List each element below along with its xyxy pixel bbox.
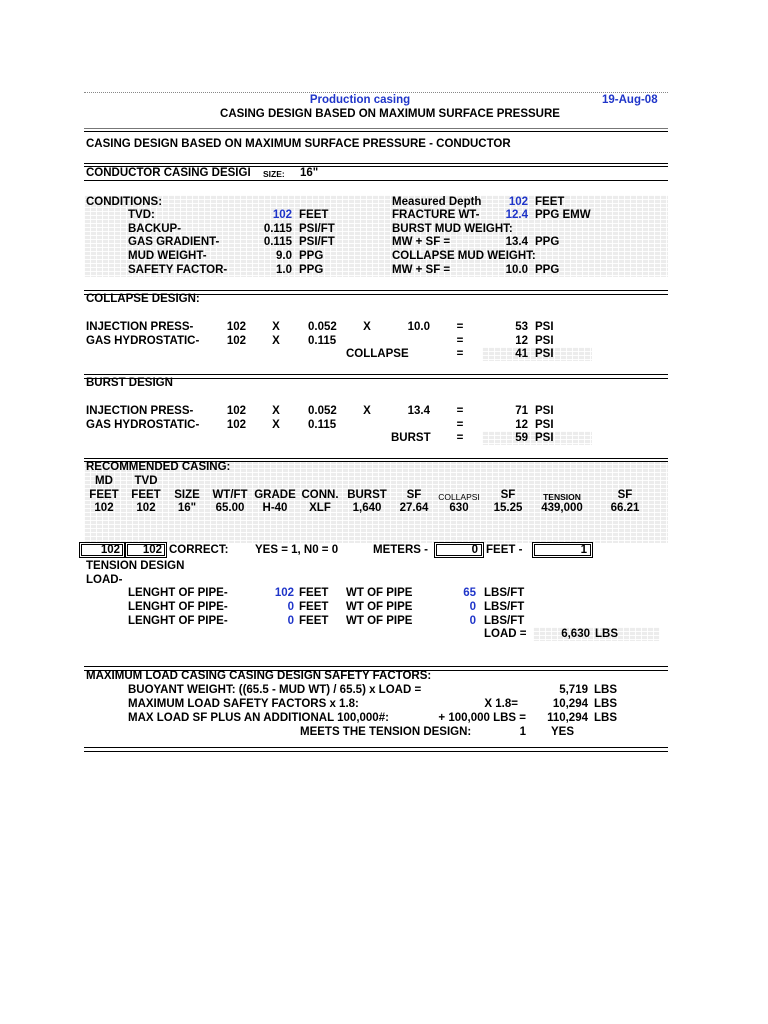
rule-3 [84,163,668,164]
cond-burstmw-label: MW + SF = [392,236,451,248]
rec-head-size: SIZE [174,489,200,501]
collapse-inj-label: INJECTION PRESS- [86,321,194,333]
cond-gas-label: GAS GRADIENT- [128,236,220,248]
cond-collmud-label: COLLAPSE MUD WEIGHT: [392,250,536,262]
burst-total-unit: PSI [535,432,554,444]
rec-head-sf3: SF [617,489,633,501]
pipe2-wt-unit: LBS/FT [484,601,525,613]
collapse-total-result: 41 [515,348,528,360]
pipe2-wt: 0 [469,601,476,613]
rule-2 [84,131,668,132]
rule-10 [84,458,668,459]
burst-gas-unit: PSI [535,419,554,431]
rec-wtft: 65.00 [215,502,245,514]
collapse-inj-a: 102 [226,321,246,333]
yes-no-label: YES = 1, N0 = 0 [255,544,339,556]
rec-head-collapse: COLLAPSI [438,492,480,502]
burst-inj-c: 13.4 [407,405,430,417]
size-value: 16" [300,167,319,179]
pipe1-wt-unit: LBS/FT [484,587,525,599]
safety-line2-mid: X 1.8= [484,698,518,710]
safety-line4-label: MEETS THE TENSION DESIGN: [300,726,472,738]
pipe1-wt-label: WT OF PIPE [346,587,413,599]
md-input-value: 102 [100,544,120,556]
collapse-inj-b: 0.052 [308,321,337,333]
burst-gas-x1: X [272,419,280,431]
burst-title: BURST DESIGN [86,377,173,389]
cond-backup-unit: PSI/FT [299,223,335,235]
correct-label: CORRECT: [169,544,229,556]
collapse-inj-x1: X [272,321,280,333]
cond-md-label: Measured Depth [392,196,482,208]
safety-line2-label: MAXIMUM LOAD SAFETY FACTORS x 1.8: [128,698,359,710]
pipe2-wt-label: WT OF PIPE [346,601,413,613]
recommended-title: RECOMMENDED CASING: [86,461,231,473]
rec-sf3: 66.21 [610,502,640,514]
burst-gas-result: 12 [515,419,528,431]
cond-burstmud-label: BURST MUD WEIGHT: [392,223,513,235]
collapse-gas-b: 0.115 [308,335,337,347]
safety-line3-mid: + 100,000 LBS = [438,712,526,724]
cond-sf-unit: PPG [299,264,324,276]
cond-backup-value: 0.115 [263,223,292,235]
cond-collmw-label: MW + SF = [392,264,451,276]
rec-tension: 439,000 [541,502,583,514]
rec-head-sf2: SF [500,489,516,501]
safety-line1-value: 5,719 [559,684,588,696]
rule-6 [84,290,668,291]
feet-label: FEET - [486,544,523,556]
burst-inj-result: 71 [515,405,528,417]
safety-line2-value: 10,294 [552,698,588,710]
burst-inj-x1: X [272,405,280,417]
rec-head-feet-md: FEET [89,489,119,501]
conditions-label: CONDITIONS: [86,196,163,208]
safety-line2-unit: LBS [594,698,617,710]
cond-frac-value: 12.4 [505,209,528,221]
size-label: SIZE: [263,169,285,179]
cond-collmw-unit: PPG [535,264,560,276]
burst-total-result: 59 [515,432,528,444]
rule-12 [84,666,668,667]
collapse-total-unit: PSI [535,348,554,360]
cond-burstmw-unit: PPG [535,236,560,248]
rule-1 [84,128,668,129]
collapse-inj-x2: X [363,321,371,333]
cond-backup-label: BACKUP- [128,223,182,235]
rec-collapse: 630 [449,502,469,514]
rec-size: 16" [177,502,197,514]
cond-md-value: 102 [508,196,528,208]
cond-gas-value: 0.115 [263,236,292,248]
cond-tvd-value: 102 [272,209,292,221]
collapse-gas-a: 102 [226,335,246,347]
feet-input-value: 1 [580,544,587,556]
cond-burstmw-value: 13.4 [505,236,528,248]
rec-head-wtft: WT/FT [212,489,248,501]
collapse-gas-eq: = [456,335,464,347]
cond-frac-unit: PPG EMW [535,209,591,221]
meters-label: METERS - [373,544,428,556]
burst-total-eq: = [456,432,464,444]
pipe2-length: 0 [287,601,294,613]
rec-head-grade: GRADE [254,489,296,501]
burst-gas-a: 102 [226,419,246,431]
safety-title: MAXIMUM LOAD CASING CASING DESIGN SAFETY FACTORS: [86,670,432,682]
cond-sf-value: 1.0 [276,264,292,276]
safety-line3-unit: LBS [594,712,617,724]
pipe2-unit: FEET [299,601,329,613]
rec-sf1: 27.64 [399,502,429,514]
burst-inj-b: 0.052 [308,405,337,417]
burst-inj-eq: = [456,405,464,417]
meters-input-value: 0 [471,544,478,556]
cond-mud-unit: PPG [299,250,324,262]
pipe1-wt: 65 [463,587,476,599]
pipe3-unit: FEET [299,615,329,627]
tvd-input-value: 102 [142,544,162,556]
collapse-title: COLLAPSE DESIGN: [86,293,200,305]
rec-head-tension: TENSION [543,492,581,502]
cond-sf-label: SAFETY FACTOR- [128,264,228,276]
burst-gas-b: 0.115 [308,419,337,431]
collapse-inj-eq: = [456,321,464,333]
cond-tvd-label: TVD: [128,209,155,221]
collapse-inj-unit: PSI [535,321,554,333]
rec-head-md: MD [95,475,113,487]
pipe3-label: LENGHT OF PIPE- [128,615,228,627]
collapse-gas-result: 12 [515,335,528,347]
rec-head-burst: BURST [347,489,387,501]
page-subtitle: CASING DESIGN BASED ON MAXIMUM SURFACE PRESSURE [220,108,560,120]
cond-md-unit: FEET [535,196,565,208]
cond-gas-unit: PSI/FT [299,236,335,248]
pipe3-length: 0 [287,615,294,627]
safety-line1-unit: LBS [594,684,617,696]
rec-burst: 1,640 [352,502,382,514]
section-title: CASING DESIGN BASED ON MAXIMUM SURFACE PRESSURE - CONDUCTOR [86,138,511,150]
rec-head-tvd: TVD [134,475,158,487]
burst-total-label: BURST [391,432,431,444]
pipe1-label: LENGHT OF PIPE- [128,587,228,599]
collapse-total-label: COLLAPSE [346,348,409,360]
safety-line3-label: MAX LOAD SF PLUS AN ADDITIONAL 100,000#: [128,712,389,724]
cond-frac-label: FRACTURE WT- [392,209,480,221]
collapse-gas-unit: PSI [535,335,554,347]
rec-head-conn: CONN. [301,489,339,501]
tension-title: TENSION DESIGN [86,560,185,572]
burst-inj-unit: PSI [535,405,554,417]
burst-gas-label: GAS HYDROSTATIC- [86,419,200,431]
rule-8 [84,374,668,375]
collapse-inj-c: 10.0 [407,321,430,333]
load-total-unit: LBS [595,628,618,640]
safety-line4-value: 1 [519,726,526,738]
rule-5 [84,180,668,181]
tension-load-label: LOAD- [86,574,123,586]
rec-head-sf1: SF [406,489,422,501]
collapse-inj-result: 53 [515,321,528,333]
rule-14 [84,747,668,748]
pipe3-wt-label: WT OF PIPE [346,615,413,627]
rec-md: 102 [94,502,114,514]
load-total-value: 6,630 [561,628,590,640]
rec-conn: XLF [309,502,331,514]
burst-inj-a: 102 [226,405,246,417]
safety-line4-unit: YES [551,726,575,738]
cond-mud-label: MUD WEIGHT- [128,250,207,262]
rec-grade: H-40 [262,502,288,514]
rec-tvd: 102 [136,502,156,514]
pipe2-label: LENGHT OF PIPE- [128,601,228,613]
page-title: Production casing [309,94,411,106]
rule-15 [84,751,668,752]
cond-mud-value: 9.0 [276,250,292,262]
safety-line3-value: 110,294 [547,712,588,724]
cond-collmw-value: 10.0 [505,264,528,276]
collapse-gas-label: GAS HYDROSTATIC- [86,335,200,347]
pipe3-wt: 0 [469,615,476,627]
cond-tvd-unit: FEET [299,209,329,221]
pipe3-wt-unit: LBS/FT [484,615,525,627]
page-date: 19-Aug-08 [602,94,658,106]
burst-gas-eq: = [456,419,464,431]
collapse-total-eq: = [456,348,464,360]
rec-sf2: 15.25 [493,502,523,514]
safety-line1-label: BUOYANT WEIGHT: ((65.5 - MUD WT) / 65.5) x LOAD = [128,684,422,696]
pipe1-unit: FEET [299,587,329,599]
conductor-label: CONDUCTOR CASING DESIGI [86,167,251,179]
burst-inj-x2: X [363,405,371,417]
pipe1-length: 102 [274,587,294,599]
rec-head-feet-tvd: FEET [131,489,161,501]
burst-inj-label: INJECTION PRESS- [86,405,194,417]
load-total-label: LOAD = [484,628,527,640]
collapse-gas-x1: X [272,335,280,347]
